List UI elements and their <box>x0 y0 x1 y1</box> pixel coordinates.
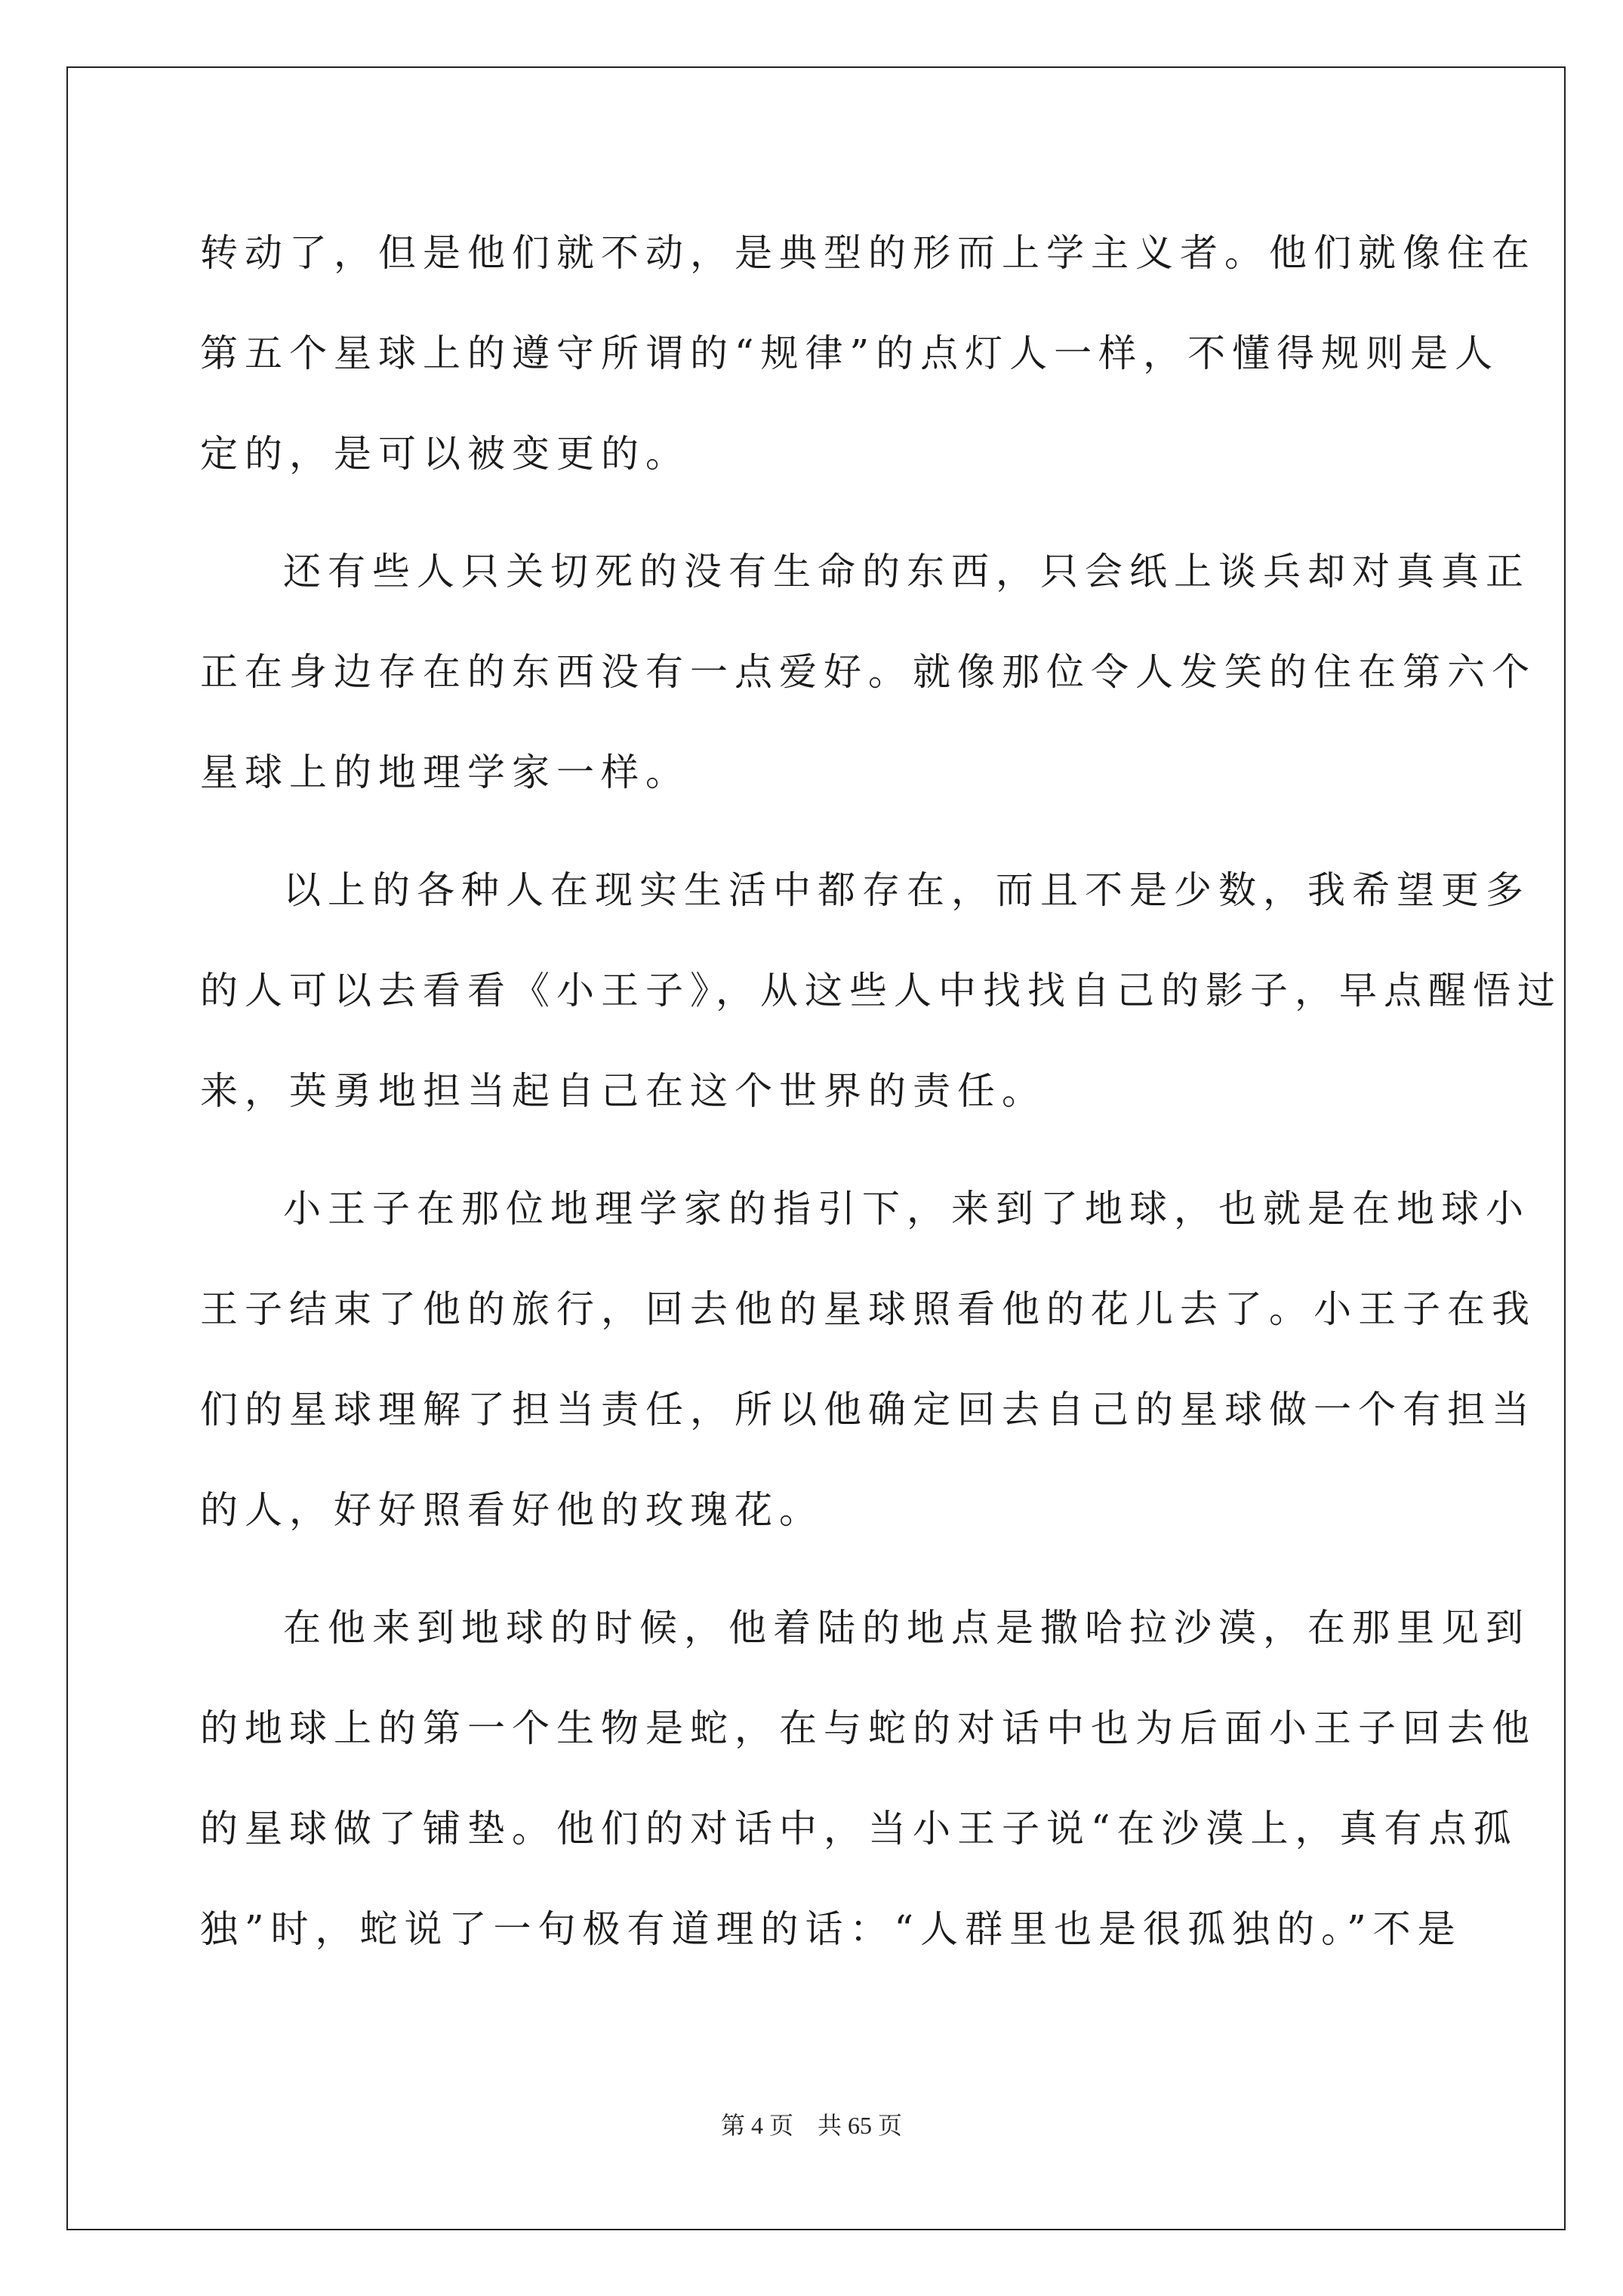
text-line: 独”时，蛇说了一句极有道理的话：“人群里也是很孤独的。”不是 <box>200 1907 1462 1951</box>
text-line: 第五个星球上的遵守所谓的“规律”的点灯人一样，不懂得规则是人 <box>200 331 1500 375</box>
text-line: 的人，好好照看好他的玫瑰花。 <box>200 1488 824 1532</box>
paragraph-start-line: 还有些人只关切死的没有生命的东西，只会纸上谈兵却对真真正 <box>283 550 1530 593</box>
text-line: 们的星球理解了担当责任，所以他确定回去自己的星球做一个有担当 <box>200 1388 1536 1432</box>
paragraph-start-line: 以上的各种人在现实生活中都存在，而且不是少数，我希望更多 <box>283 868 1530 912</box>
text-line: 王子结束了他的旅行，回去他的星球照看他的花儿去了。小王子在我 <box>200 1287 1536 1331</box>
page-number-footer: 第 4 页 共 65 页 <box>720 2112 902 2139</box>
text-line: 的人可以去看看《小王子》，从这些人中找找自己的影子，早点醒悟过 <box>200 969 1562 1012</box>
text-line: 星球上的地理学家一样。 <box>200 750 690 794</box>
text-line: 的地球上的第一个生物是蛇，在与蛇的对话中也为后面小王子回去他 <box>200 1706 1536 1750</box>
text-line: 正在身边存在的东西没有一点爱好。就像那位令人发笑的住在第六个 <box>200 650 1536 694</box>
text-line: 定的，是可以被变更的。 <box>200 432 690 476</box>
paragraph-start-line: 小王子在那位地理学家的指引下，来到了地球，也就是在地球小 <box>283 1187 1530 1231</box>
text-line: 的星球做了铺垫。他们的对话中，当小王子说“在沙漠上，真有点孤 <box>200 1807 1518 1851</box>
text-line: 来，英勇地担当起自己在这个世界的责任。 <box>200 1069 1046 1113</box>
text-line: 转动了，但是他们就不动，是典型的形而上学主义者。他们就像住在 <box>200 231 1536 275</box>
paragraph-start-line: 在他来到地球的时候，他着陆的地点是撒哈拉沙漠，在那里见到 <box>283 1606 1530 1650</box>
